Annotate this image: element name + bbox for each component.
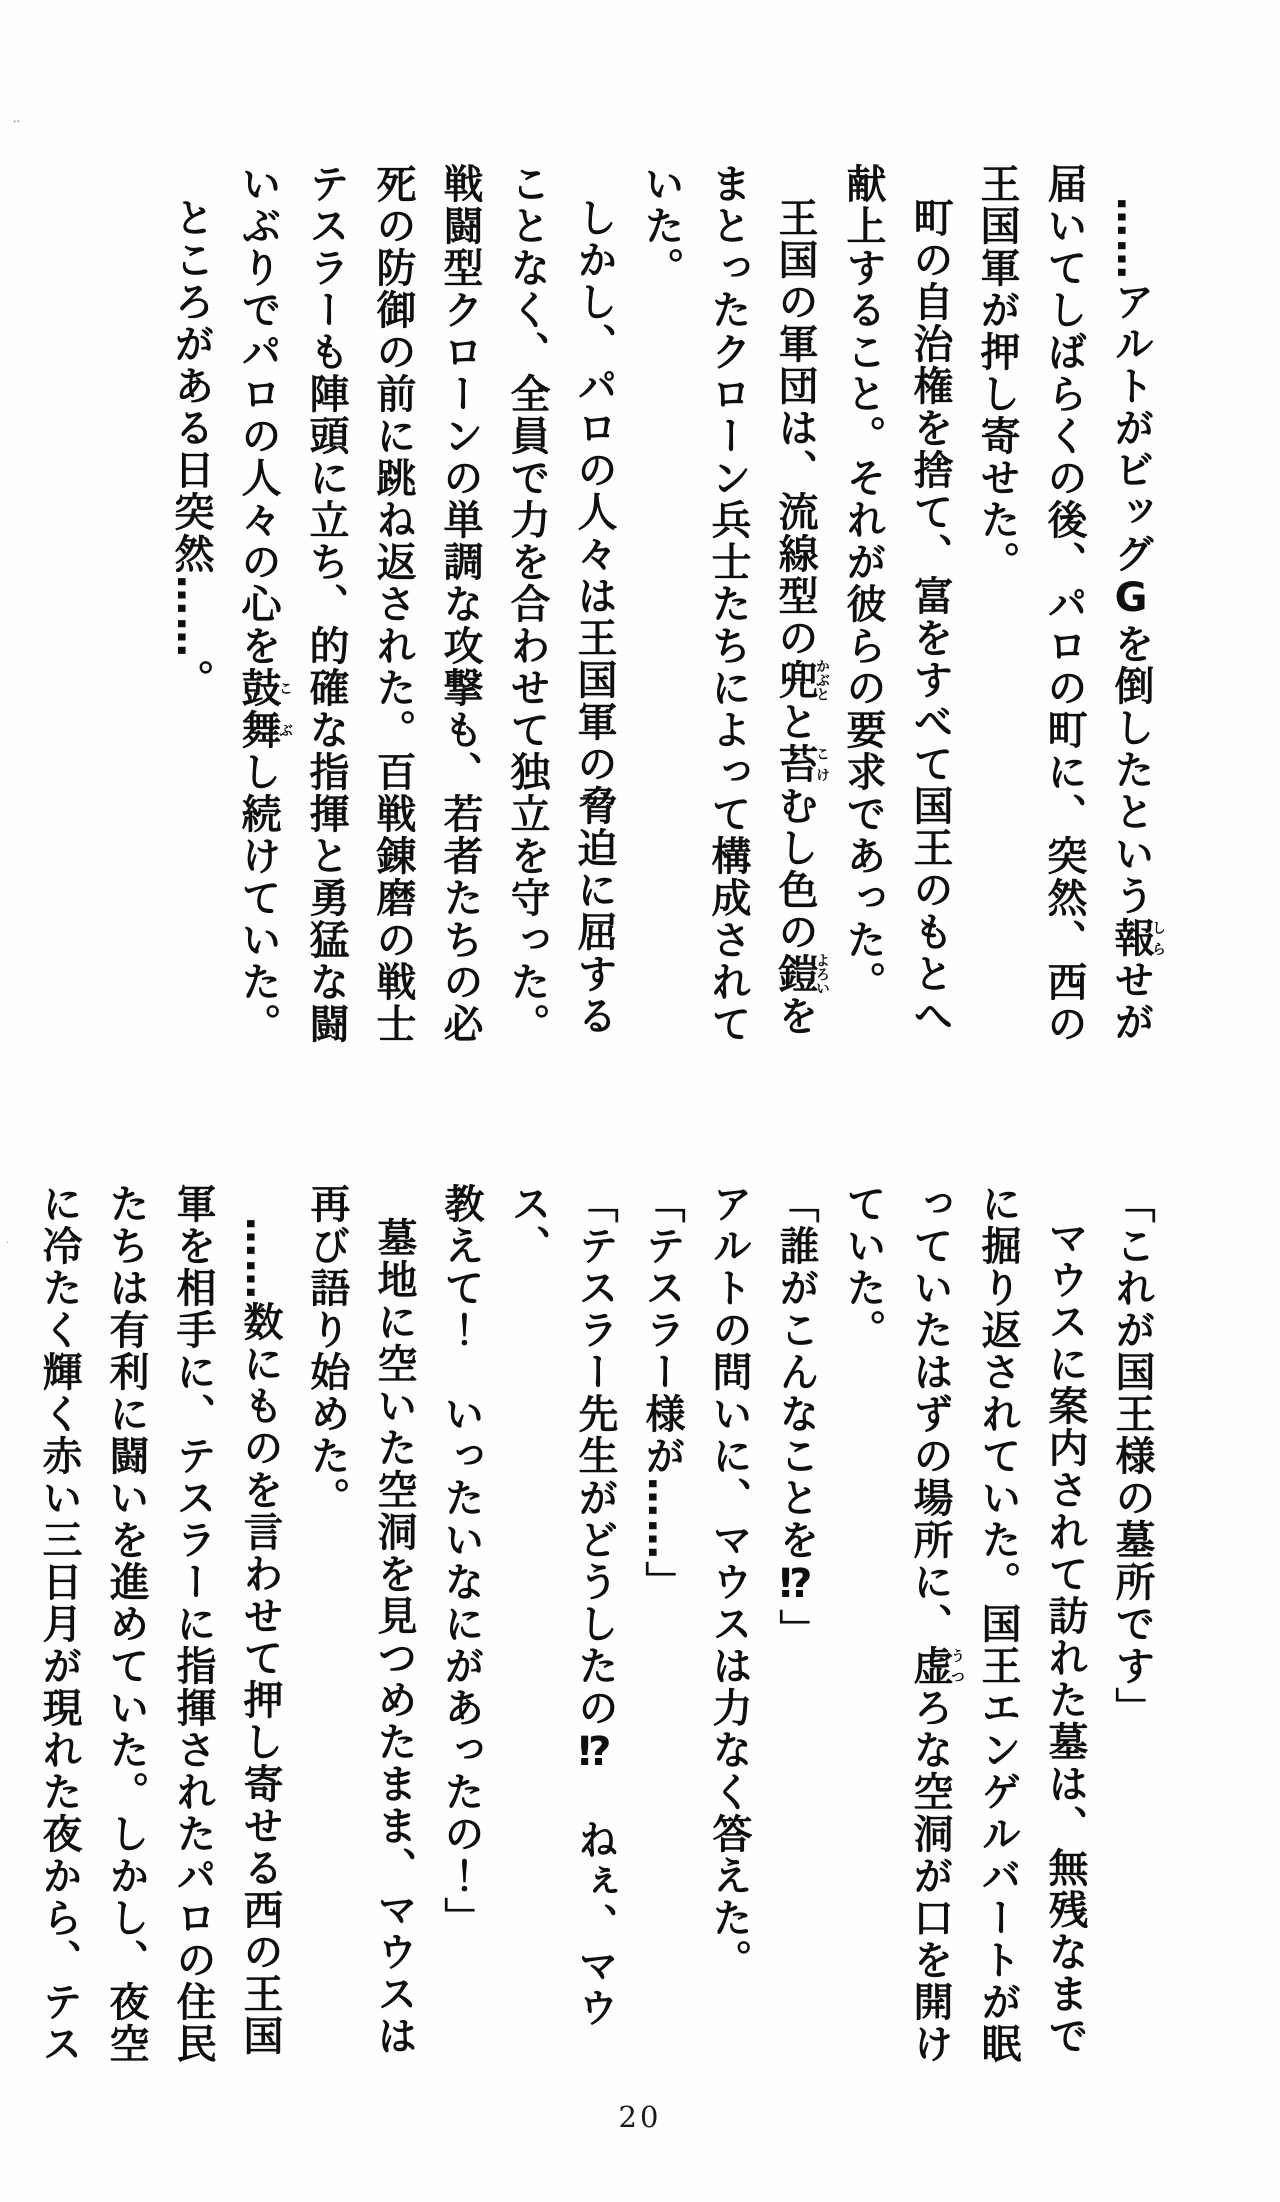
text-line: 届いてしばらくの後、パロの町に、突然、西の [1041, 163, 1087, 1045]
text-line: っていたはずの場所に、虚うつろな空洞が口を開け [907, 1183, 965, 2065]
text-line: に冷たく輝く赤い三日月が現れた夜から、テス [36, 1183, 82, 2065]
text-line: 軍を相手に、テスラーに指揮されたパロの住民 [170, 1183, 216, 2065]
text-line: 王国の軍団は、流線型の兜かぶとと苔こけむし色の鎧よろいを [772, 197, 830, 1037]
text-line: 献上すること。それが彼らの要求であった。 [840, 163, 886, 1003]
text-line: 「テスラー様が……」 [639, 1183, 685, 1603]
text-line: 死の防御の前に跳ね返された。百戦錬磨の戦士 [370, 163, 416, 1045]
text-line: 「テスラー先生がどうしたの⁉ ねぇ、マウス、 [505, 1183, 618, 2029]
text-line: テスラーも陣頭に立ち、的確な指揮と勇猛な闘 [303, 163, 349, 1045]
text-line: マウスに案内されて訪れた墓は、無残なまで [1042, 1217, 1088, 2057]
text-line: ……アルトがビッグGを倒したという報しらせが [1108, 197, 1166, 1043]
text-line: 町の自治権を捨て、富をすべて国王のもとへ [907, 197, 953, 1037]
text-line: アルトの問いに、マウスは力なく答えた。 [706, 1183, 752, 1981]
text-line: たちは有利に闘いを進めていた。しかし、夜空 [103, 1183, 149, 2065]
bottom-text-block [25, 1183, 1165, 2083]
text-line: しかし、パロの人々は王国軍の脅迫に屈する [571, 197, 617, 1037]
text-line: 王国軍が押し寄せた。 [974, 163, 1020, 583]
scan-artifact: · [6, 1238, 10, 1249]
text-line: ていた。 [840, 1183, 886, 1351]
text-line: に掘り返されていた。国王エンゲルバートが眠 [975, 1183, 1021, 2065]
scan-artifact: ᠃ [10, 115, 20, 131]
text-line: まとったクローン兵士たちによって構成されて [705, 163, 751, 1045]
top-text-block [157, 163, 1165, 1063]
text-line: 「これが国王様の墓所です」 [1109, 1183, 1155, 1729]
text-line: 「誰がこんなことを⁉」 [773, 1183, 819, 1651]
text-line: ……数にものを言わせて押し寄せる西の王国 [237, 1217, 283, 2057]
text-line: ことなく、全員で力を合わせて独立を守った。 [504, 163, 550, 1045]
text-line: ところがある日突然……。 [168, 197, 214, 701]
text-line: いた。 [638, 163, 684, 289]
text-line: 再び語り始めた。 [304, 1183, 350, 1519]
text-line: 教えて！ いったいなにがあったの！」 [438, 1183, 484, 1939]
text-line: いぶりでパロの人々の心を鼓舞こぶし続けていた。 [235, 163, 293, 1045]
text-line: 墓地に空いた空洞を見つめたまま、マウスは [371, 1217, 417, 2057]
text-line: 戦闘型クローンの単調な攻撃も、若者たちの必 [437, 163, 483, 1045]
page-number: 20 [618, 2100, 662, 2134]
